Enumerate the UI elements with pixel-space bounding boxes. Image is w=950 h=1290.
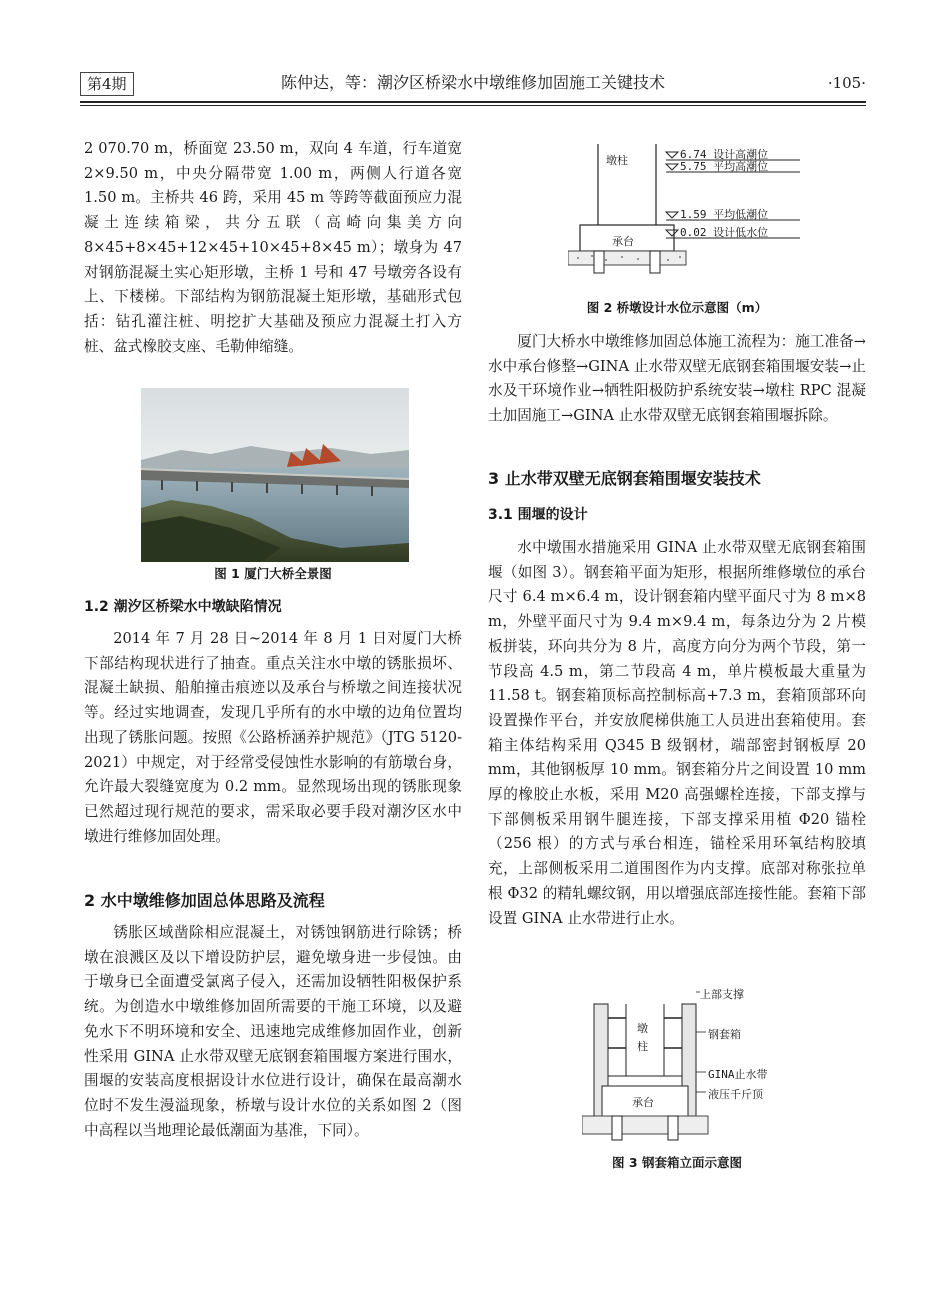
fig3-pier-label-1: 墩 bbox=[637, 1022, 648, 1035]
bridge-panorama-image bbox=[141, 388, 409, 562]
fig3-foundation bbox=[582, 1116, 708, 1134]
running-title: 陈仲达，等：潮汐区桥梁水中墩维修加固施工关键技术 bbox=[280, 73, 665, 92]
fig3-pile-left bbox=[612, 1116, 622, 1140]
fig2-level-4: 0.02 设计低水位 bbox=[680, 226, 769, 239]
fig2-level-2: 5.75 平均高潮位 bbox=[680, 160, 769, 173]
figure-2-water-level-diagram bbox=[568, 140, 808, 286]
fig2-cap-label: 承台 bbox=[612, 235, 634, 248]
running-header bbox=[80, 70, 866, 100]
figure-3-caption: 图 3 钢套箱立面示意图 bbox=[612, 1155, 742, 1170]
figure-1-bridge-photo bbox=[141, 388, 409, 562]
paragraph-construction-flow: 厦门大桥水中墩维修加固总体施工流程为：施工准备→水中承台修整→GINA 止水带双壁无底钢套箱围堰安装→止水及干环境作业→牺牲阳极防护系统安装→墩柱 RPC 混凝土加固施工→GINA 止水带双壁无底钢套箱围堰拆除。 bbox=[488, 333, 866, 425]
fig3-steel-box-label: 钢套箱 bbox=[708, 1028, 741, 1041]
foundation-hatch bbox=[568, 251, 686, 265]
figure-2-caption: 图 2 桥墩设计水位示意图（m） bbox=[586, 300, 768, 315]
fig3-jack-label: 液压千斤顶 bbox=[708, 1088, 763, 1101]
section-1-2-heading: 1.2 潮汐区桥梁水中墩缺陷情况 bbox=[84, 599, 282, 615]
water-level-marker-1 bbox=[666, 152, 678, 158]
header-rule-thick bbox=[80, 101, 866, 103]
fig2-level-1: 6.74 设计高潮位 bbox=[680, 148, 769, 161]
header-rule-thin bbox=[80, 105, 866, 106]
fig3-upper-support-label: 上部支撑 bbox=[700, 988, 744, 1001]
fig2-pier-label: 墩柱 bbox=[606, 154, 628, 167]
figure-3-steel-box-elevation bbox=[582, 988, 782, 1153]
section-3-heading: 3 止水带双壁无底钢套箱围堰安装技术 bbox=[488, 469, 761, 488]
figure-1-caption: 图 1 厦门大桥全景图 bbox=[214, 566, 332, 581]
issue-number: 第4期 bbox=[80, 72, 134, 96]
paragraph-defect-survey: 2014 年 7 月 28 日~2014 年 8 月 1 日对厦门大桥下部结构现状进行了抽查。重点关注水中墩的锈胀损坏、混凝土缺损、船舶撞击痕迹以及承台与桥墩之间连接状况等。经过实地调查，发现几乎所有的水中墩的边角位置均出现了锈胀问题。按照《公路桥涵养护规范》（JTG 5120-2021）中规定，对于经常受侵蚀性水影响的有筋墩台身，允许最大裂缝宽度为 0.2 mm。显然现场出现的锈胀现象已然超过现行规范的要求，需采取必要手段对潮汐区水中墩进行维修加固处理。 bbox=[84, 630, 462, 845]
bottom-support bbox=[608, 1076, 682, 1086]
section-3-1-heading: 3.1 围堰的设计 bbox=[488, 507, 588, 523]
pile-left bbox=[594, 251, 604, 273]
fig3-pile-right bbox=[668, 1116, 678, 1140]
fig3-gina-label: GINA止水带 bbox=[708, 1068, 768, 1081]
pile-right bbox=[650, 251, 660, 273]
fig3-cap-label: 承台 bbox=[632, 1096, 654, 1109]
water-level-marker-2 bbox=[666, 164, 678, 170]
section-2-heading: 2 水中墩维修加固总体思路及流程 bbox=[84, 891, 325, 910]
paragraph-repair-approach: 锈胀区域凿除相应混凝土，对锈蚀钢筋进行除锈；桥墩在浪溅区及以下增设防护层，避免墩身进一步侵蚀。由于墩身已全面遭受氯离子侵入，还需加设牺牲阳极保护系统。为创造水中墩维修加固所需要的干施工环境，以及避免水下不明环境和安全、迅速地完成维修加固作业，创新性采用 GINA 止水带双壁无底钢套箱围堰方案进行围水，围堰的安装高度根据设计水位进行设计，确保在最高潮水位时不发生漫溢现象，桥墩与设计水位的关系如图 2（图中高程以当地理论最低潮面为基准，下同）。 bbox=[84, 924, 462, 1139]
page-number: ·105· bbox=[827, 74, 866, 92]
water-level-marker-3 bbox=[666, 212, 678, 218]
fig3-pier-label-2: 柱 bbox=[637, 1040, 648, 1053]
fig2-level-3: 1.59 平均低潮位 bbox=[680, 208, 769, 221]
paragraph-bridge-description: 2 070.70 m，桥面宽 23.50 m，双向 4 车道，行车道宽 2×9.50 m，中央分隔带宽 1.00 m，两侧人行道各宽 1.50 m。主桥共 46 跨，采用 45 m 等跨等截面预应力混凝土连续箱梁，共分五联（高崎向集美方向 8×45+8×45+12×45+10×45+8×45 m）；墩身为 47 对钢筋混凝土实心矩形墩，主桥 1 号和 47 号墩旁各设有上、下楼梯。下部结构为钢筋混凝土矩形墩，基础形式包括：钻孔灌注桩、明挖扩大基础及预应力混凝土打入方桩、盆式橡胶支座、毛勒伸缩缝。 bbox=[84, 140, 462, 355]
paragraph-cofferdam-design: 水中墩围水措施采用 GINA 止水带双壁无底钢套箱围堰（如图 3）。钢套箱平面为矩形，根据所维修墩位的承台尺寸 6.4 m×6.4 m，设计钢套箱内壁平面尺寸为 8 m×8 m，外壁平面尺寸为 9.4 m×9.4 m，每条边分为 2 片模板拼装，环向共分为 8 片，高度方向分为两个节段，第一节段高 4.5 m，第二节段高 4 m，单片模板最大重量为 11.58 t。钢套箱顶标高控制标高+7.3 m，套箱顶部环向设置操作平台，并安放爬梯供施工人员进出套箱使用。套箱主体结构采用 Q345 B 级钢材，端部密封钢板厚 20 mm，其他钢板厚 10 mm。钢套箱分片之间设置 10 mm 厚的橡胶止水板，采用 M20 高强螺栓连接，下部支撑与下部侧板采用钢牛腿连接，下部支撑采用植 Φ20 锚栓（256 根）的方式与承台相连，锚栓采用环氧结构胶填充，上部侧板采用二道围图作为内支撑。底部对称张拉单根 Φ32 的精轧螺纹钢，用以增强底部连接性能。套箱下部设置 GINA 止水带进行止水。 bbox=[488, 539, 866, 927]
